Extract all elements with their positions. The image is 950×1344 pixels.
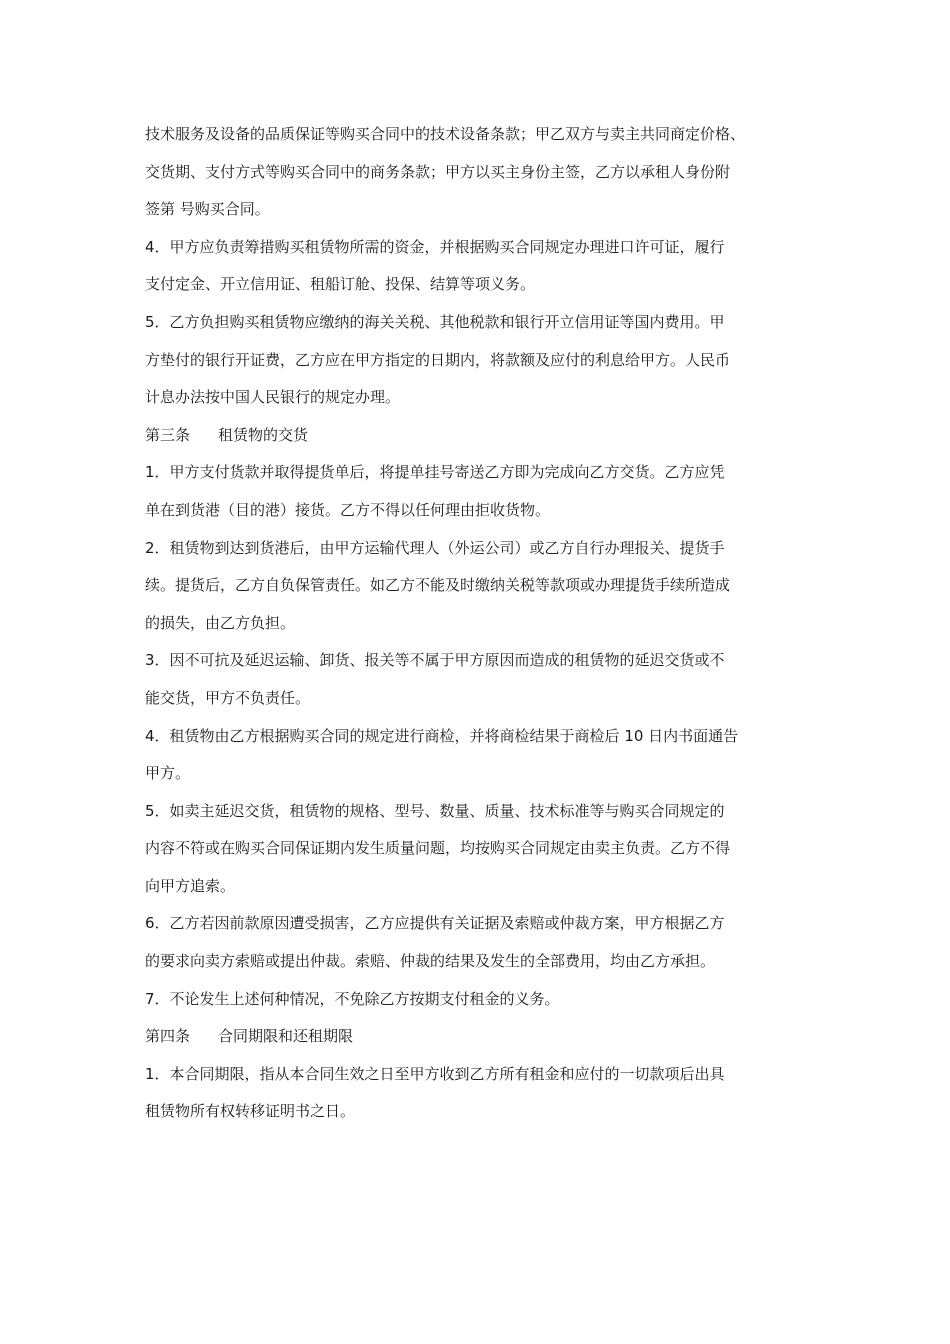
section-title: 租赁物的交货 [218, 425, 309, 444]
clause-4-line: 4．租赁物由乙方根据购买合同的规定进行商检，并将商检结果于商检后 10 日内书面通告 [145, 726, 739, 745]
clause-1-line: 1．本合同期限，指从本合同生效之日至甲方收到乙方所有租金和应付的一切款项后出具 [145, 1064, 725, 1083]
paragraph-line: 支付定金、开立信用证、租船订舱、投保、结算等项义务。 [145, 275, 536, 294]
section-4-heading [145, 1026, 810, 1046]
section-3 [145, 425, 810, 1009]
section2-continued [145, 124, 810, 407]
document-page [145, 124, 810, 1139]
paragraph-line: 内容不符或在购买合同保证期内发生质量问题，均按购买合同规定由卖主负责。乙方不得 [145, 839, 731, 858]
paragraph-line: 方垫付的银行开证费，乙方应在甲方指定的日期内，将款额及应付的利息给甲方。人民币 [145, 350, 731, 369]
section-number: 第四条 [145, 1027, 191, 1046]
paragraph-line: 单在到货港（目的港）接货。乙方不得以任何理由拒收货物。 [145, 500, 551, 519]
paragraph-line: 的损失，由乙方负担。 [145, 613, 296, 632]
section-number: 第三条 [145, 425, 191, 444]
clause-6-line: 6．乙方若因前款原因遭受损害，乙方应提供有关证据及索赔或仲裁方案，甲方根据乙方 [145, 914, 725, 933]
paragraph-line: 签第 号购买合同。 [145, 200, 270, 219]
clause-4-line: 4．甲方应负责筹措购买租赁物所需的资金，并根据购买合同规定办理进口许可证，履行 [145, 237, 725, 256]
paragraph-line: 的要求向卖方索赔或提出仲裁。索赔、仲裁的结果及发生的全部费用，均由乙方承担。 [145, 952, 716, 971]
clause-5-line: 5．乙方负担购买租赁物应缴纳的海关关税、其他税款和银行开立信用证等国内费用。甲 [145, 312, 725, 331]
paragraph-line: 甲方。 [145, 764, 191, 783]
clause-3-line: 3．因不可抗及延迟运输、卸货、报关等不属于甲方原因而造成的租赁物的延迟交货或不 [145, 651, 725, 670]
clause-2-line: 2．租赁物到达到货港后，由甲方运输代理人（外运公司）或乙方自行办理报关、提货手 [145, 538, 725, 557]
paragraph-line: 租赁物所有权转移证明书之日。 [145, 1102, 356, 1121]
paragraph-line: 交货期、支付方式等购买合同中的商务条款；甲方以买主身份主签，乙方以承租人身份附 [145, 162, 731, 181]
clause-1-line: 1．甲方支付货款并取得提货单后，将提单挂号寄送乙方即为完成向乙方交货。乙方应凭 [145, 463, 725, 482]
section-3-heading [145, 425, 810, 445]
clause-5-line: 5．如卖主延迟交货，租赁物的规格、型号、数量、质量、技术标准等与购买合同规定的 [145, 801, 725, 820]
section-4 [145, 1026, 810, 1121]
paragraph-line: 计息办法按中国人民银行的规定办理。 [145, 388, 401, 407]
section-title: 合同期限和还租期限 [218, 1027, 354, 1046]
paragraph-line: 技术服务及设备的品质保证等购买合同中的技术设备条款；甲乙双方与卖主共同商定价格、 [145, 125, 746, 143]
paragraph-line: 向甲方追索。 [145, 876, 236, 895]
clause-7-line: 7．不论发生上述何种情况，不免除乙方按期支付租金的义务。 [145, 989, 560, 1008]
paragraph-line: 续。提货后，乙方自负保管责任。如乙方不能及时缴纳关税等款项或办理提货手续所造成 [145, 576, 731, 595]
paragraph-line: 能交货，甲方不负责任。 [145, 688, 311, 707]
